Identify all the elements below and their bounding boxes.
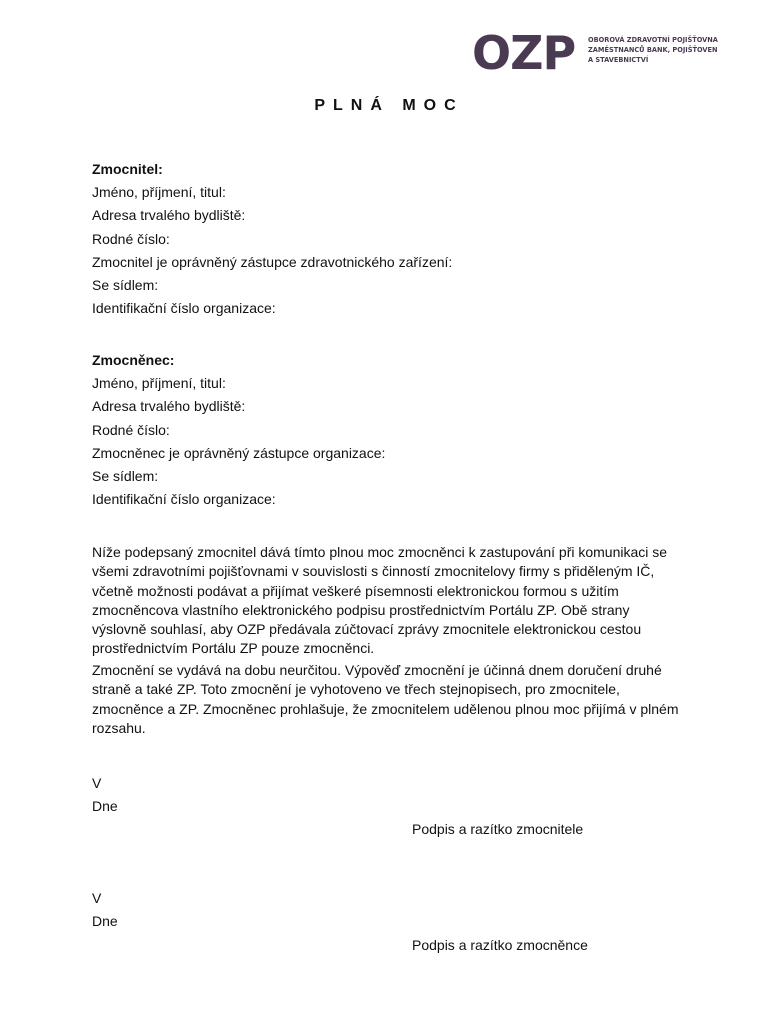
principal-ico-field: Identifikační číslo organizace: (92, 300, 276, 317)
principal-seat-field: Se sídlem: (92, 277, 159, 294)
logo-text-line: A STAVEBNICTVÍ (588, 56, 649, 64)
agent-section (92, 349, 692, 511)
document-title: PLNÁ MOC (314, 97, 464, 114)
agent-birth-number-field: Rodné číslo: (92, 421, 170, 438)
agent-heading: Zmocněnec: (92, 352, 175, 368)
agent-representative-field: Zmocněnec je oprávněný zástupce organizace: (92, 444, 386, 461)
principal-name-field: Jméno, příjmení, titul: (92, 184, 226, 201)
agent-signature-label: Podpis a razítko zmocněnce (412, 937, 588, 953)
agent-place-label: V (92, 890, 102, 906)
validity-paragraph: Zmocnění se vydává na dobu neurčitou. Výpověď zmocnění je účinná dnem doručení druhé straně a také ZP. Toto zmocnění je vyhotoveno ve třech stejnopisech, pro zmocnitele, zmocněnce a ZP. Zmocněnec prohlašuje, že zmocnitelem udělenou plnou moc přijímá v plném rozsahu. (92, 662, 679, 736)
logo-text-line: OBOROVÁ ZDRAVOTNÍ POJIŠŤOVNA (588, 36, 718, 44)
principal-representative-field: Zmocnitel je oprávněný zástupce zdravotnického zařízení: (92, 253, 453, 270)
principal-date-label: Dne (92, 798, 118, 814)
agent-ico-field: Identifikační číslo organizace: (92, 491, 276, 508)
agent-address-field: Adresa trvalého bydliště: (92, 398, 246, 415)
logo-text-line: ZAMĚSTNANCŮ BANK, POJIŠŤOVEN (588, 46, 718, 54)
principal-signature-label: Podpis a razítko zmocnitele (412, 821, 584, 837)
authorization-paragraph: Níže podepsaný zmocnitel dává tímto plnou moc zmocněnci k zastupování při komunikaci se všemi zdravotními pojišťovnami v souvislosti s činností zmocnitelovy firmy s přiděleným IČ, včetně možnosti podávat a přijímat veškeré písemnosti elektronickou formou s užitím zmocněncova vlastního elektronického podpisu prostřednictvím Portálu ZP. Obě strany výslovně souhlasí, aby OZP předávala zúčtovací zprávy zmocnitele elektronickou cestou prostřednictvím Portálu ZP pouze zmocněnci. (92, 544, 668, 657)
principal-section (92, 158, 692, 320)
principal-place-label: V (92, 775, 102, 791)
ozp-logo (472, 26, 732, 80)
principal-address-field: Adresa trvalého bydliště: (92, 207, 246, 224)
logo-mark: OZP (472, 26, 576, 80)
principal-heading: Zmocnitel: (92, 161, 163, 177)
logo-text (588, 35, 738, 65)
agent-name-field: Jméno, příjmení, titul: (92, 375, 226, 392)
agent-date-label: Dne (92, 913, 118, 929)
agent-seat-field: Se sídlem: (92, 468, 159, 485)
principal-birth-number-field: Rodné číslo: (92, 230, 170, 247)
